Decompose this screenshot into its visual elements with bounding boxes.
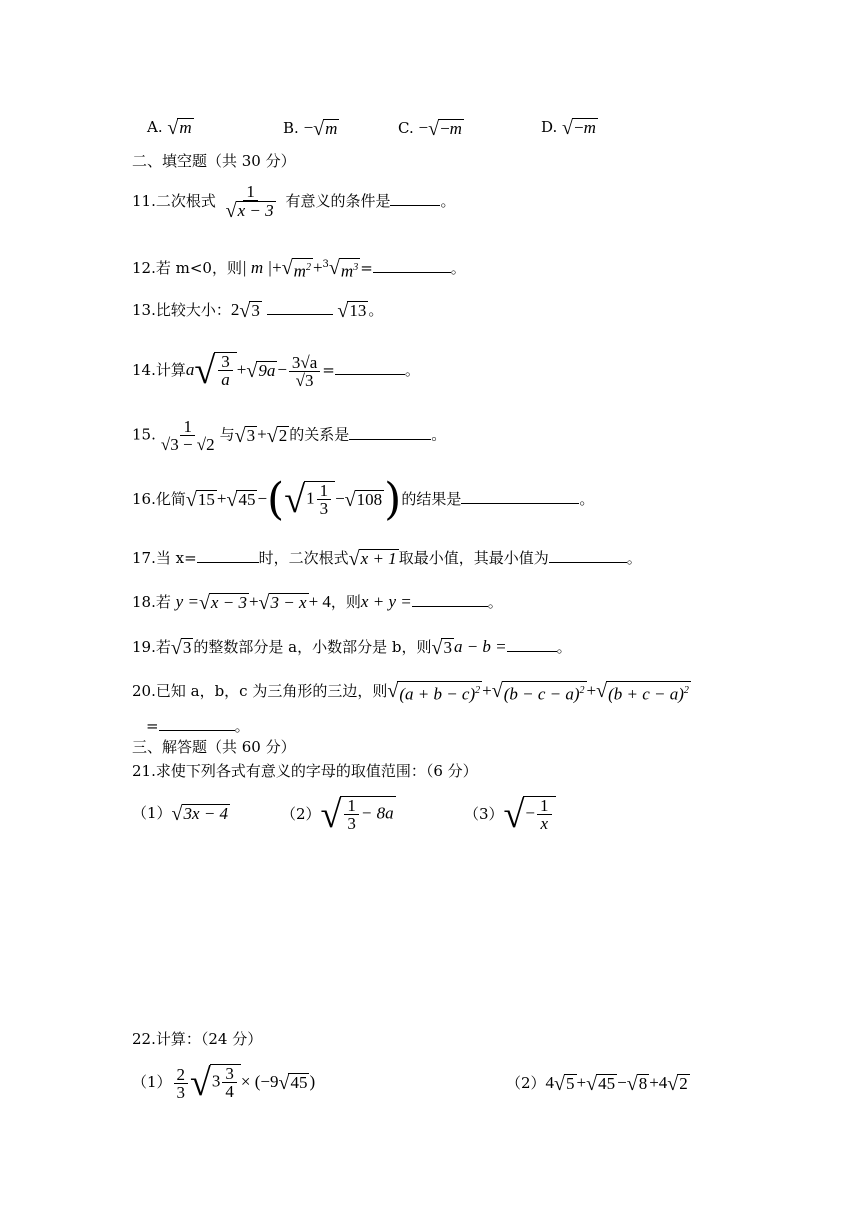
question-15: 15. $\frac{1}{√3 - √2}$ 与 √ 3 + √ 2 的关系是 。 — [132, 417, 447, 454]
question-20: 20.已知 a，b，c 为三角形的三边，则 √ $(a + b - c)^2$ + √ $(b - c - a)^2$ + √ $(b + c - a)^2$ — [132, 679, 689, 704]
option-c-expr: √ −m — [428, 118, 462, 140]
option-d-label: D. — [541, 118, 558, 136]
option-c-label: C. — [398, 119, 414, 137]
option-a — [147, 118, 194, 138]
section-2-title: 二、填空题（共 30 分） — [132, 152, 296, 170]
question-22: 22.计算：（24 分） — [132, 1030, 263, 1048]
q17-blank-x[interactable] — [197, 546, 259, 563]
option-b-label: B. — [283, 119, 299, 137]
question-20-answer-line: = 。 — [146, 714, 250, 737]
q22-part-2: （2）4 √ 5 + √ 45 − √ 8 +4 √ 2 — [506, 1073, 688, 1095]
question-19: 19.若 √ 3 的整数部分是 a，小数部分是 b，则 √ 3 a − b = 。 — [132, 637, 572, 659]
question-11: 11.二次根式 1 √ x − 3 有意义的条件是 。 — [132, 182, 456, 223]
option-a-label: A. — [147, 118, 163, 136]
option-c: C. − √ −m — [398, 118, 462, 140]
q18-answer-blank[interactable] — [412, 590, 488, 607]
option-a-expr: √ m — [167, 117, 192, 139]
q17-blank-min[interactable] — [549, 546, 627, 563]
q16-answer-blank[interactable] — [461, 487, 579, 504]
q15-answer-blank[interactable] — [349, 423, 431, 440]
option-b-expr: √ m — [313, 118, 338, 140]
q11-fraction: 1 √ x − 3 — [225, 182, 274, 223]
question-13: 13.比较大小：2 √ 3 √ 13 。 — [132, 300, 384, 322]
question-21: 21.求使下列各式有意义的字母的取值范围：（6 分） — [132, 762, 478, 780]
q21-part-3: （3） √ − $\frac{1}{x}$ — [464, 796, 556, 834]
question-18: 18.若 y = √ x − 3 + √ 3 − x + 4，则x + y = 。 — [132, 592, 503, 614]
option-d — [541, 118, 598, 138]
option-b: B. − √ m — [283, 118, 338, 140]
section-3-title: 三、解答题（共 60 分） — [132, 738, 296, 756]
question-12: 12.若 m<0，则| m |+ √ $m^2$ +$^3$ √ $m^3$ = 。 — [132, 256, 466, 281]
question-16: 16.化简 √ 15 + √ 45 −( √ 1 $\frac{1}{3}$ − √ 108 )的结果是 。 — [132, 474, 595, 525]
q22-part-1: （1） $\frac{2}{3}$ √ 3 $\frac{3}{4}$ × (−9 √ 45 ) — [132, 1062, 316, 1104]
q11-answer-blank[interactable] — [390, 189, 440, 206]
q21-part-2: （2） √ $\frac{1}{3}$ − 8a — [281, 794, 394, 836]
option-d-expr: √ −m — [562, 117, 596, 139]
q20-answer-blank[interactable] — [159, 714, 235, 731]
q13-answer-blank[interactable] — [267, 298, 333, 315]
q12-answer-blank[interactable] — [373, 256, 451, 273]
question-17: 17.当 x= 时，二次根式 √ x + 1 取最小值，其最小值为 。 — [132, 548, 642, 570]
question-14: 14.计算a √ $\frac{3}{a}$ + √ 9a − $\frac{3√a}{√3}$ = 。 — [132, 350, 420, 392]
q21-part-1: （1） √ 3x − 4 — [132, 803, 229, 825]
q14-answer-blank[interactable] — [335, 358, 405, 375]
q19-answer-blank[interactable] — [507, 635, 557, 652]
